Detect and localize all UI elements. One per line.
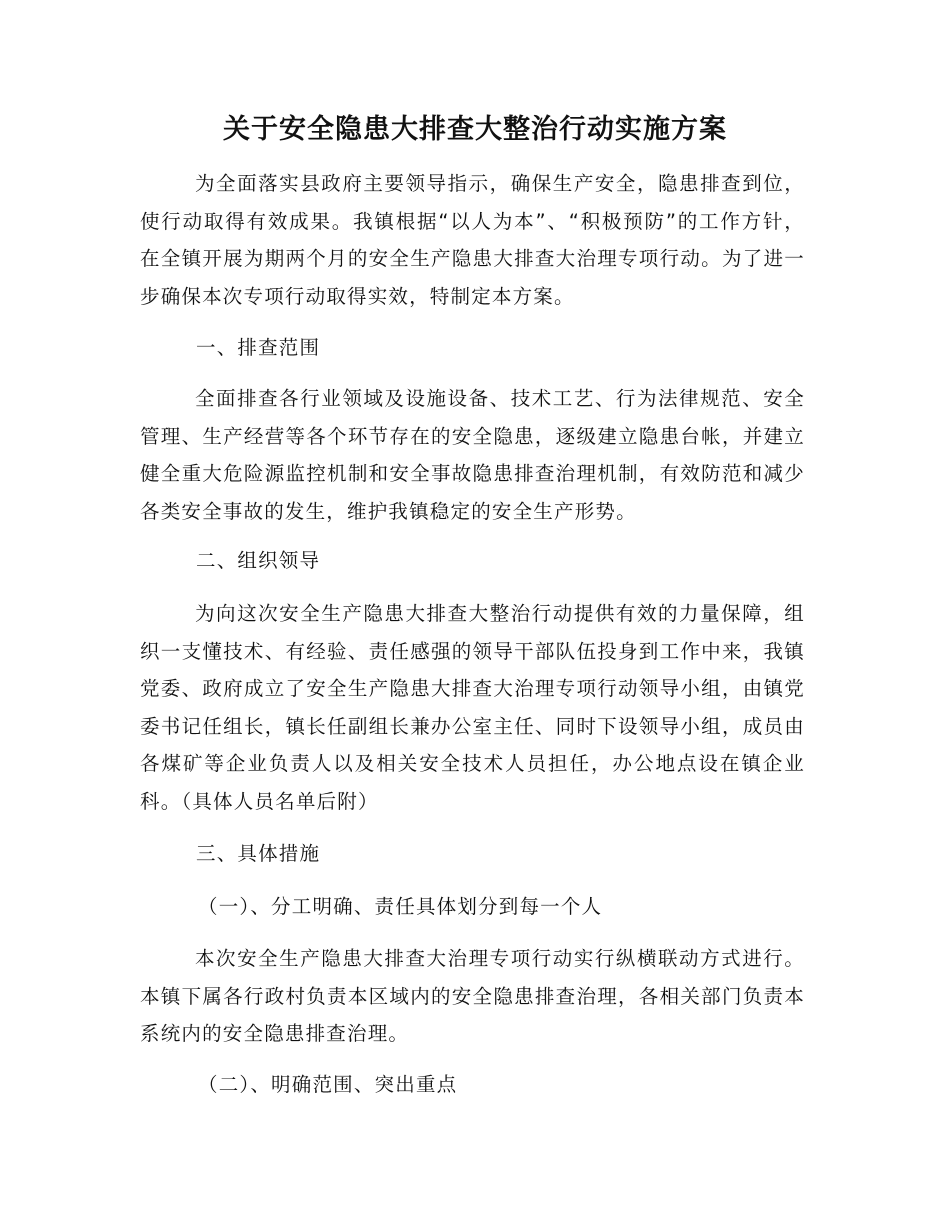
subsection-body-division: 本次安全生产隐患大排查大治理专项行动实行纵横联动方式进行。本镇下属各行政村负责本区域内的安全隐患排查治理，各相关部门负责本系统内的安全隐患排查治理。 bbox=[140, 947, 805, 1045]
section-heading-leadership: 二、组织领导 bbox=[196, 549, 321, 572]
section-body-scope: 全面排查各行业领域及设施设备、技术工艺、行为法律规范、安全管理、生产经营等各个环节存在的安全隐患，逐级建立隐患台帐，并建立健全重大危险源监控机制和安全事故隐患排查治理机制，有效防范和减少各类安全事故的发生，维护我镇稳定的安全生产形势。 bbox=[140, 387, 805, 523]
subsection-heading-division: （一）、分工明确、责任具体划分到每一个人 bbox=[198, 895, 603, 918]
subsection-heading-scope-focus: （二）、明确范围、突出重点 bbox=[198, 1073, 458, 1096]
section-heading-scope: 一、排查范围 bbox=[196, 336, 321, 359]
document-title: 关于安全隐患大排查大整治行动实施方案 bbox=[223, 114, 727, 145]
intro-paragraph: 为全面落实县政府主要领导指示，确保生产安全，隐患排查到位，使行动取得有效成果。我镇根据“以人为本”、“积极预防”的工作方针，在全镇开展为期两个月的安全生产隐患大排查大治理专项行动。为了进一步确保本次专项行动取得实效，特制定本方案。 bbox=[140, 172, 805, 308]
section-heading-measures: 三、具体措施 bbox=[196, 842, 321, 865]
section-body-leadership: 为向这次安全生产隐患大排查大整治行动提供有效的力量保障，组织一支懂技术、有经验、责任感强的领导干部队伍投身到工作中来，我镇党委、政府成立了安全生产隐患大排查大治理专项行动领导小组，由镇党委书记任组长，镇长任副组长兼办公室主任、同时下设领导小组，成员由各煤矿等企业负责人以及相关安全技术人员担任，办公地点设在镇企业科。（具体人员名单后附） bbox=[140, 602, 805, 813]
